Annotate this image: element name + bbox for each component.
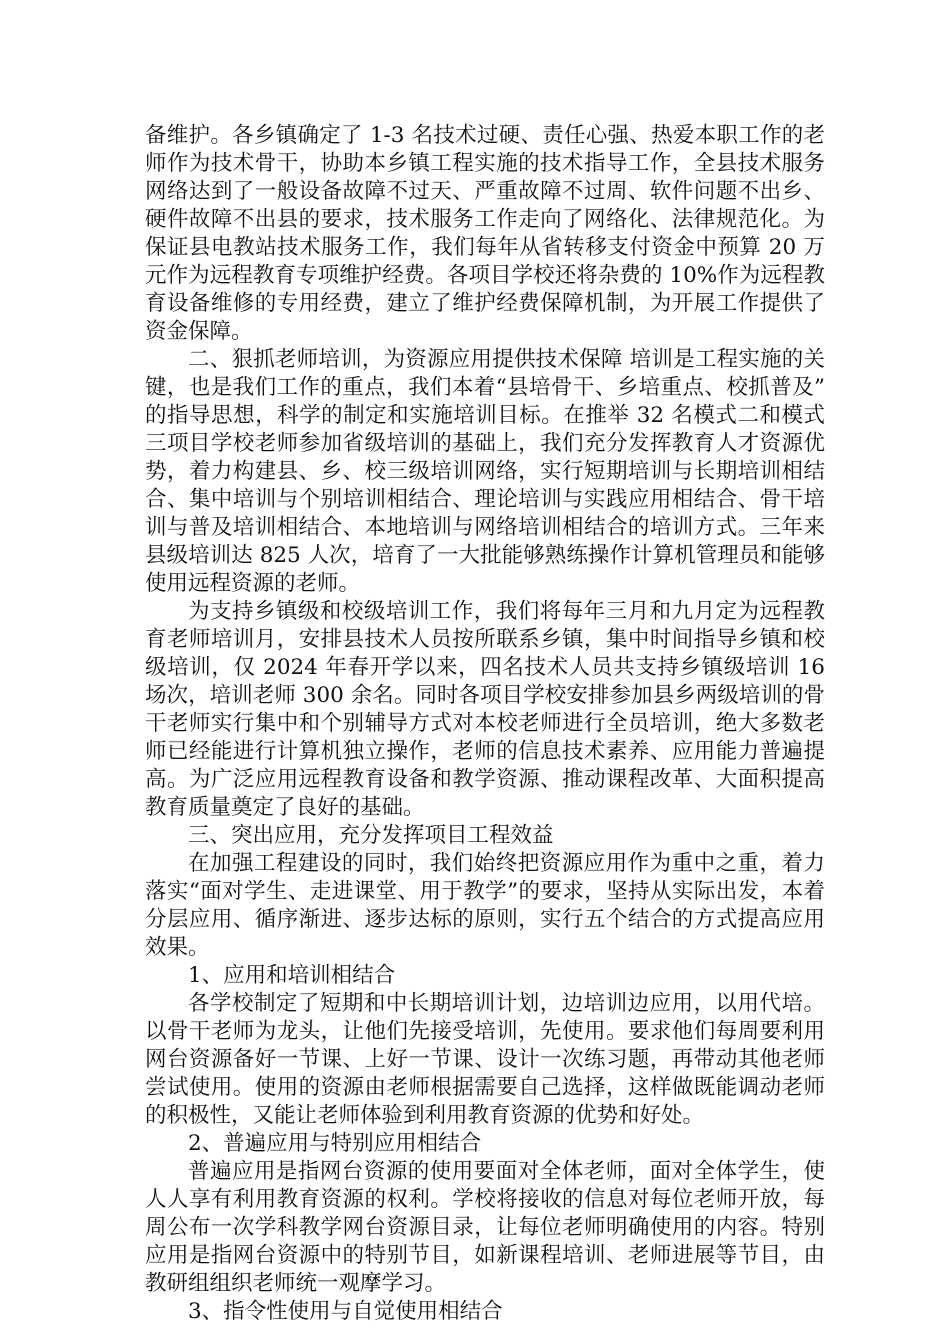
paragraph-township-training: 为支持乡镇级和校级培训工作，我们将每年三月和九月定为远程教育老师培训月，安排县技术人员按所联系乡镇，集中时间指导乡镇和校级培训，仅 2024 年春开学以来，四名技术人员共支持乡镇级培训 16 场次，培训老师 300 余名。同时各项目学校安排参加县乡两级培训的骨干老师实行集中和个别辅导方式对本校老师进行全员培训，绝大多数老师已经能进行计算机独立操作，老师的信息技术素养、应用能力普遍提高。为广泛应用远程教育设备和教学资源、推动课程改革、大面积提高教育质量奠定了良好的基础。: [145, 599, 825, 820]
subheading-directive-voluntary: 3、指令性使用与自觉使用相结合: [188, 1299, 503, 1324]
paragraph-maintenance: 备维护。各乡镇确定了 1-3 名技术过硬、责任心强、热爱本职工作的老师作为技术骨干，协助本乡镇工程实施的技术指导工作，全县技术服务网络达到了一般设备故障不过天、严重故障不过周、软件问题不出乡、硬件故障不出县的要求，技术服务工作走向了网络化、法律规范化。为保证县电教站技术服务工作，我们每年从省转移支付资金中预算 20 万元作为远程教育专项维护经费。各项目学校还将杂费的 10%作为远程教育设备维修的专用经费，建立了维护经费保障机制，为开展工作提供了资金保障。: [145, 123, 825, 344]
paragraph-resource-application: 在加强工程建设的同时，我们始终把资源应用作为重中之重，着力落实“面对学生、走进课堂、用于教学”的要求，坚持从实际出发，本着分层应用、循序渐进、逐步达标的原则，实行五个结合的方式提高应用效果。: [145, 851, 825, 960]
paragraph-general-special: 普遍应用是指网台资源的使用要面对全体老师，面对全体学生，使人人享有利用教育资源的权利。学校将接收的信息对每位老师开放，每周公布一次学科教学网台资源目录，让每位老师明确使用的内容。特别应用是指网台资源中的特别节目，如新课程培训、老师进展等节目，由教研组组织老师统一观摩学习。: [145, 1159, 825, 1296]
document-body: [145, 122, 825, 1326]
paragraph-application-training: 各学校制定了短期和中长期培训计划，边培训边应用，以用代培。以骨干老师为龙头，让他们先接受培训，先使用。要求他们每周要利用网台资源备好一节课、上好一节课、设计一次练习题，再带动其他老师尝试使用。使用的资源由老师根据需要自己选择，这样做既能调动老师的积极性，又能让老师体验到利用教育资源的优势和好处。: [145, 991, 825, 1128]
subheading-general-special: 2、普遍应用与特别应用相结合: [188, 1131, 482, 1156]
subheading-application-training: 1、应用和培训相结合: [188, 963, 396, 988]
section-heading-application: 三、突出应用，充分发挥项目工程效益: [188, 823, 554, 848]
paragraph-teacher-training: 二、狠抓老师培训，为资源应用提供技术保障 培训是工程实施的关键，也是我们工作的重点，我们本着“县培骨干、乡培重点、校抓普及”的指导思想，科学的制定和实施培训目标。在推举 32 名模式二和模式三项目学校老师参加省级培训的基础上，我们充分发挥教育人才资源优势，着力构建县、乡、校三级培训网络，实行短期培训与长期培训相结合、集中培训与个别培训相结合、理论培训与实践应用相结合、骨干培训与普及培训相结合、本地培训与网络培训相结合的培训方式。三年来县级培训达 825 人次，培育了一大批能够熟练操作计算机管理员和能够使用远程资源的老师。: [145, 347, 825, 596]
